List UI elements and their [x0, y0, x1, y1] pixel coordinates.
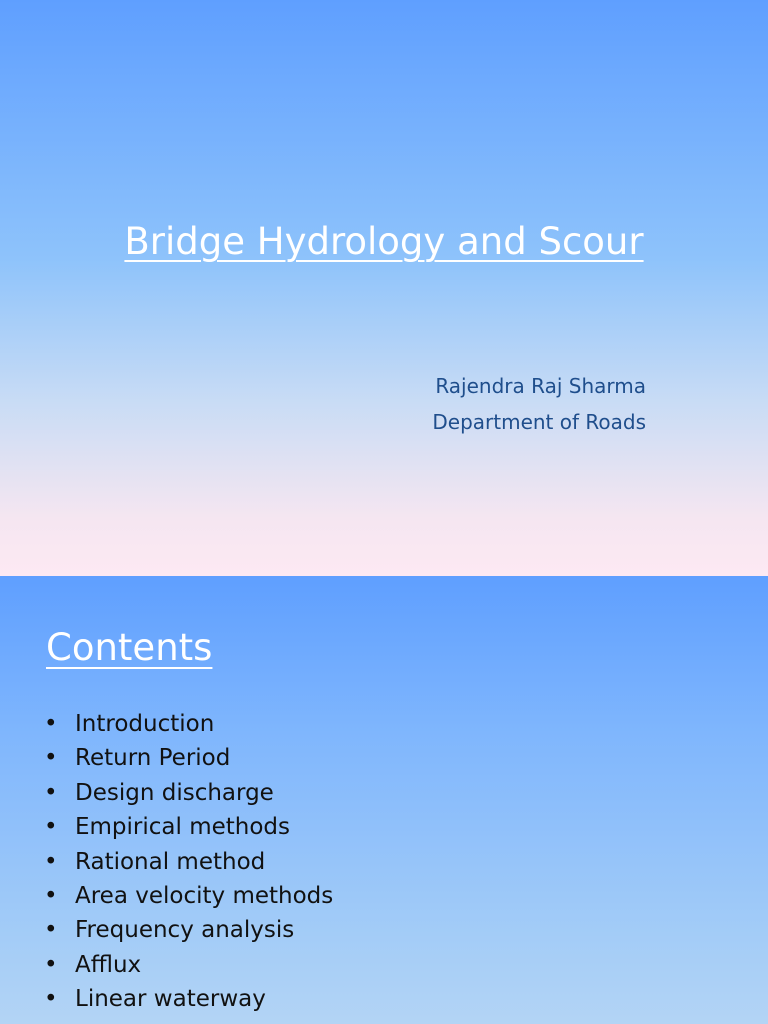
list-item	[44, 948, 333, 982]
list-item-label: Area velocity methods	[75, 882, 334, 909]
author-block	[432, 368, 646, 440]
list-item	[44, 845, 333, 879]
list-item	[44, 707, 333, 741]
author-organization: Department of Roads	[432, 410, 646, 434]
contents-heading: Contents	[46, 626, 213, 669]
bullet-icon: •	[44, 745, 58, 772]
list-item-label: Rational method	[75, 848, 266, 875]
list-item	[44, 810, 333, 844]
list-item-label: Afflux	[75, 951, 142, 978]
list-item	[44, 741, 333, 775]
bullet-icon: •	[44, 814, 58, 841]
list-item-label: Design discharge	[75, 779, 274, 806]
bullet-icon: •	[44, 711, 58, 737]
contents-slide	[0, 576, 768, 1024]
bullet-icon: •	[44, 848, 58, 875]
list-item-label: Introduction	[75, 711, 215, 737]
list-item	[44, 913, 333, 947]
list-item-label: Linear waterway	[75, 986, 266, 1013]
contents-list	[44, 707, 333, 1017]
list-item	[44, 982, 333, 1016]
bullet-icon: •	[44, 779, 58, 806]
list-item	[44, 879, 333, 913]
presentation-title: Bridge Hydrology and Scour	[124, 220, 644, 263]
list-item-label: Frequency analysis	[75, 917, 295, 944]
bullet-icon: •	[44, 917, 58, 944]
list-item-label: Return Period	[75, 745, 231, 772]
bullet-icon: •	[44, 951, 58, 978]
list-item	[44, 776, 333, 810]
author-name: Rajendra Raj Sharma	[435, 374, 646, 398]
bullet-icon: •	[44, 986, 58, 1013]
list-item-label: Empirical methods	[75, 814, 291, 841]
bullet-icon: •	[44, 882, 58, 909]
